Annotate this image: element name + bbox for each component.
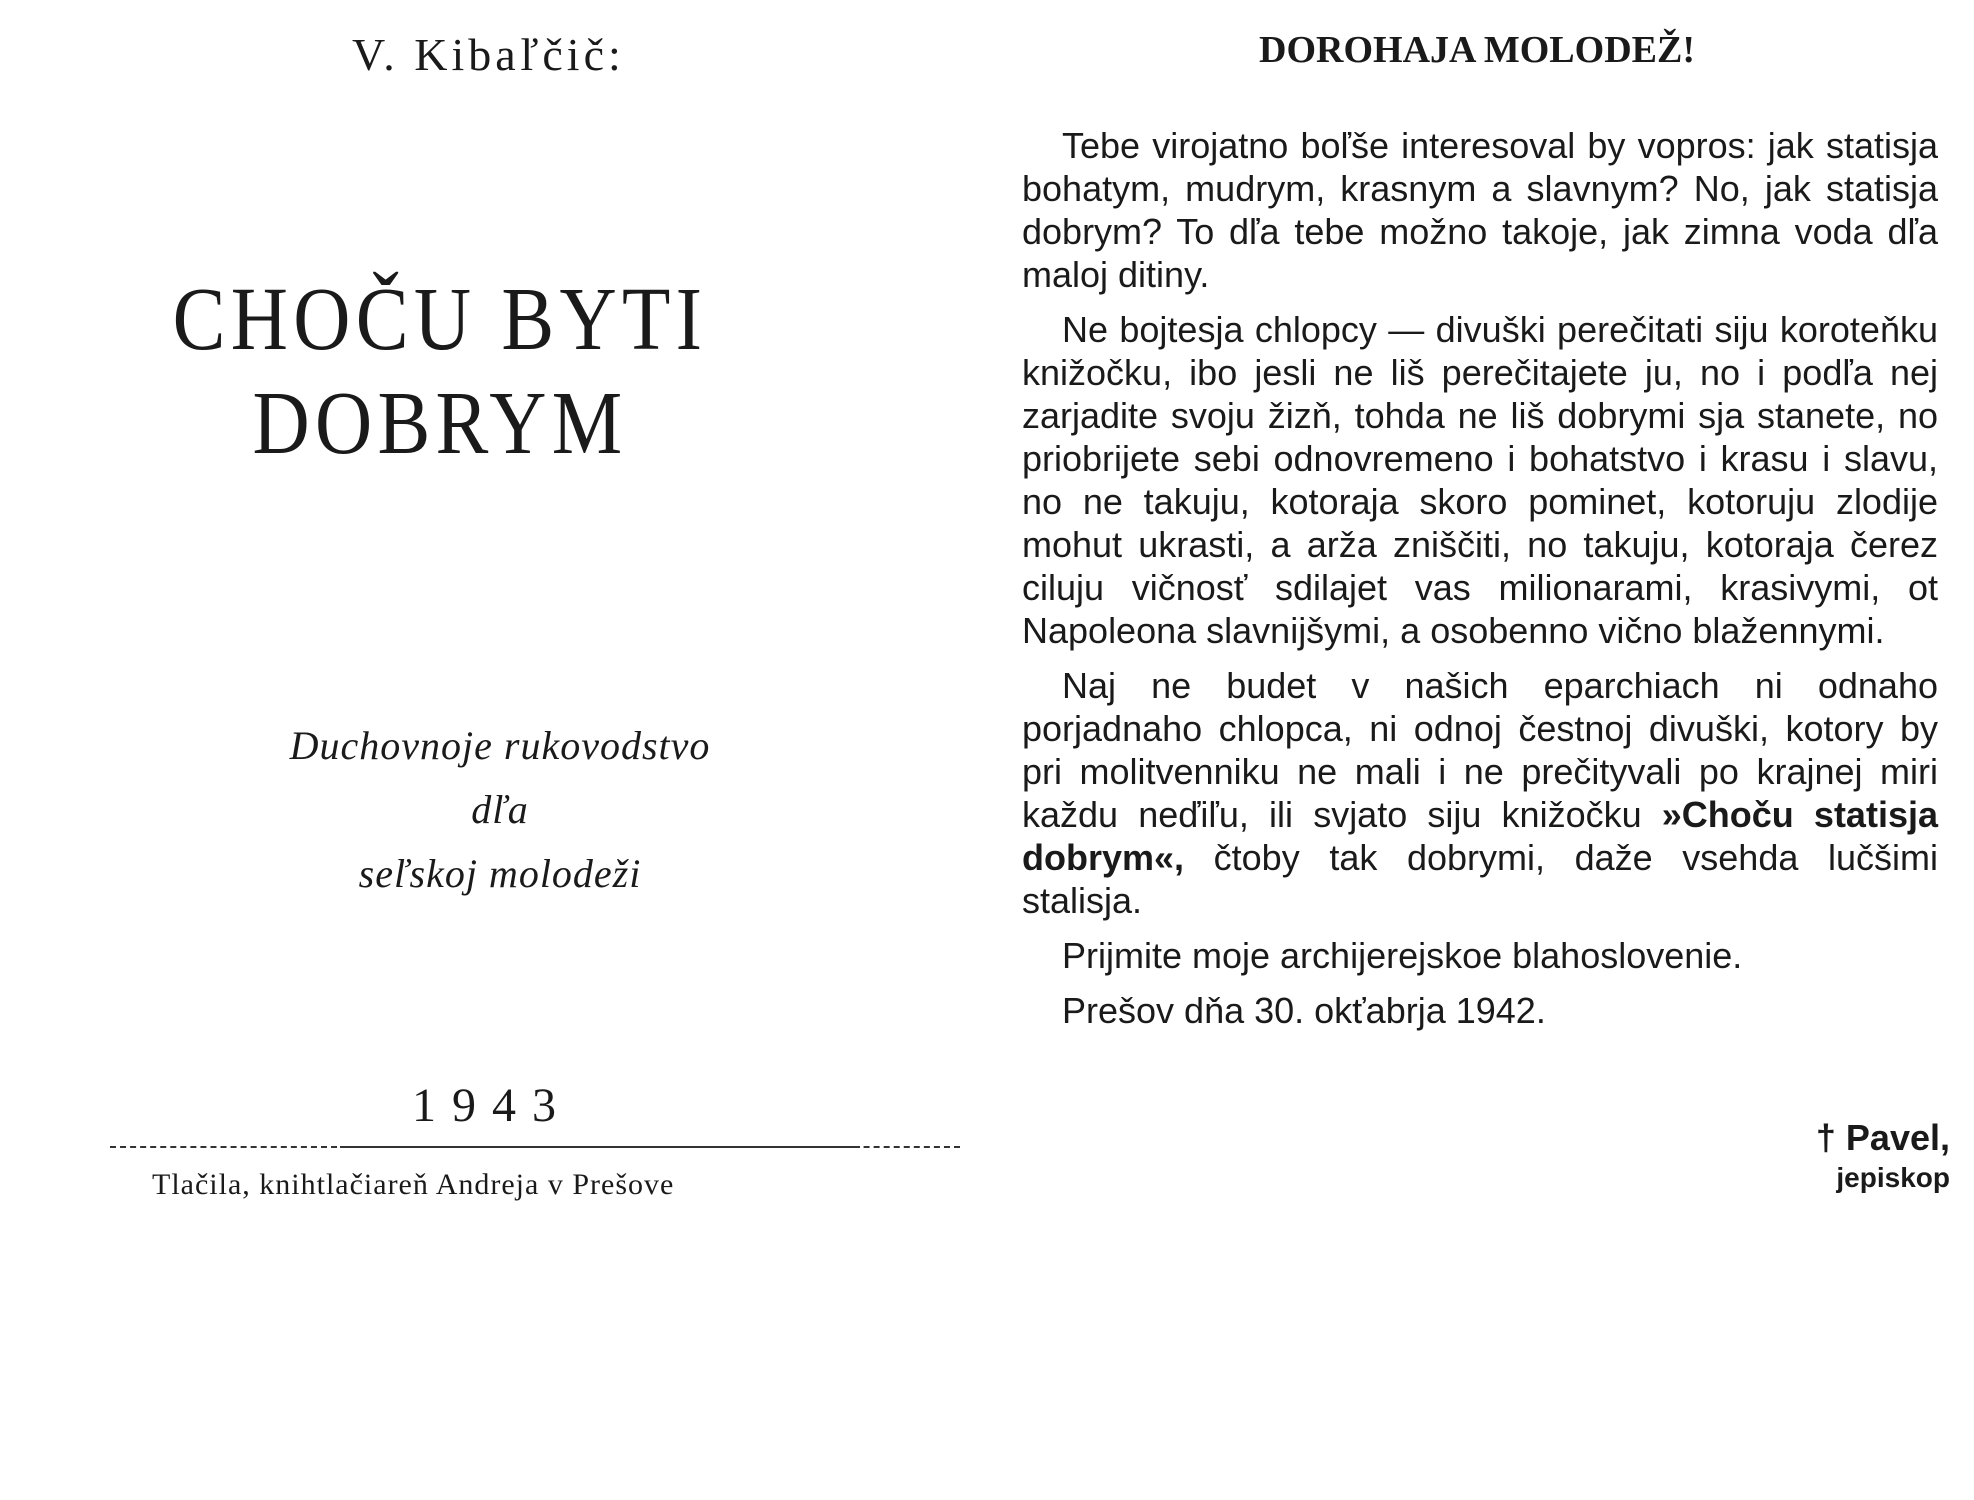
author-name: V. Kibaľčič: bbox=[352, 29, 625, 80]
paragraph-3 bbox=[1022, 664, 1938, 922]
paragraph-1: Tebe virojatno boľše interesoval by vopros: jak statisja bohatym, mudrym, krasnym a slavnym? No, jak statisja dobrym? To dľa tebe možno takoje, jak zimna voda dľa maloj ditiny. bbox=[1022, 125, 1938, 295]
blessing-line: Prijmite moje archijerejskoe blahoslovenie. bbox=[1062, 935, 1743, 976]
foreword-heading: DOROHAJA MOLODEŽ! bbox=[1259, 29, 1695, 71]
signature-block bbox=[1816, 1116, 1950, 1196]
subtitle-line-2: dľa bbox=[471, 787, 529, 832]
printer-imprint: Tlačila, knihtlačiareň Andreja v Prešove bbox=[152, 1168, 675, 1201]
dateline: Prešov dňa 30. okťabrja 1942. bbox=[1062, 990, 1546, 1031]
foreword-page bbox=[980, 0, 1974, 1500]
paragraph-2: Ne bojtesja chlopcy — divuški perečitati siju koroteňku knižočku, ibo jesli ne liš perečitajete ju, no i podľa nej zarjadite svoju žizň, tohda ne liš dobrymi sja stanete, no priobrijete sebi odnovremeno i bohatstvo i krasu i slavu, no ne takuju, kotoraja skoro pominet, kotoruju zlodije mohut ukrasti, a arža zniščiti, no takuju, kotoraja čerez ciluju vičnosť sdilajet vas milionarami, krasivymi, ot Napoleona slavnijšymi, a osobenno vično blažennymi. bbox=[1022, 309, 1938, 651]
title-page bbox=[0, 0, 980, 1500]
book-subtitle bbox=[0, 714, 1000, 906]
subtitle-line-3: seľskoj molodeži bbox=[358, 851, 642, 896]
paragraph-3-text-end: čtoby tak dobrymi, daže vsehda lučšimi stalisja. bbox=[1022, 837, 1938, 921]
book-title-line-2: DOBRYM bbox=[252, 374, 628, 473]
signature-title: jepiskop bbox=[1836, 1162, 1950, 1193]
divider-rule-solid bbox=[340, 1146, 860, 1148]
book-title-reference: »Choču statisja dobrym«, bbox=[1022, 794, 1938, 878]
foreword-body bbox=[1022, 124, 1938, 1044]
subtitle-line-1: Duchovnoje rukovodstvo bbox=[289, 723, 711, 768]
book-title-line-1: CHOČU BYTI bbox=[172, 270, 708, 369]
publication-year: 1943 bbox=[412, 1079, 572, 1132]
signature-name: † Pavel, bbox=[1815, 1117, 1950, 1158]
paragraph-3-text-start: Naj ne budet v našich eparchiach ni odnaho porjadnaho chlopca, ni odnoj čestnoj divuški, kotory by pri molitvenniku ne mali i ne prečityvali po krajnej miri každu neďiľu, ili svjato siju knižočku bbox=[1022, 665, 1938, 835]
book-title bbox=[0, 268, 880, 476]
